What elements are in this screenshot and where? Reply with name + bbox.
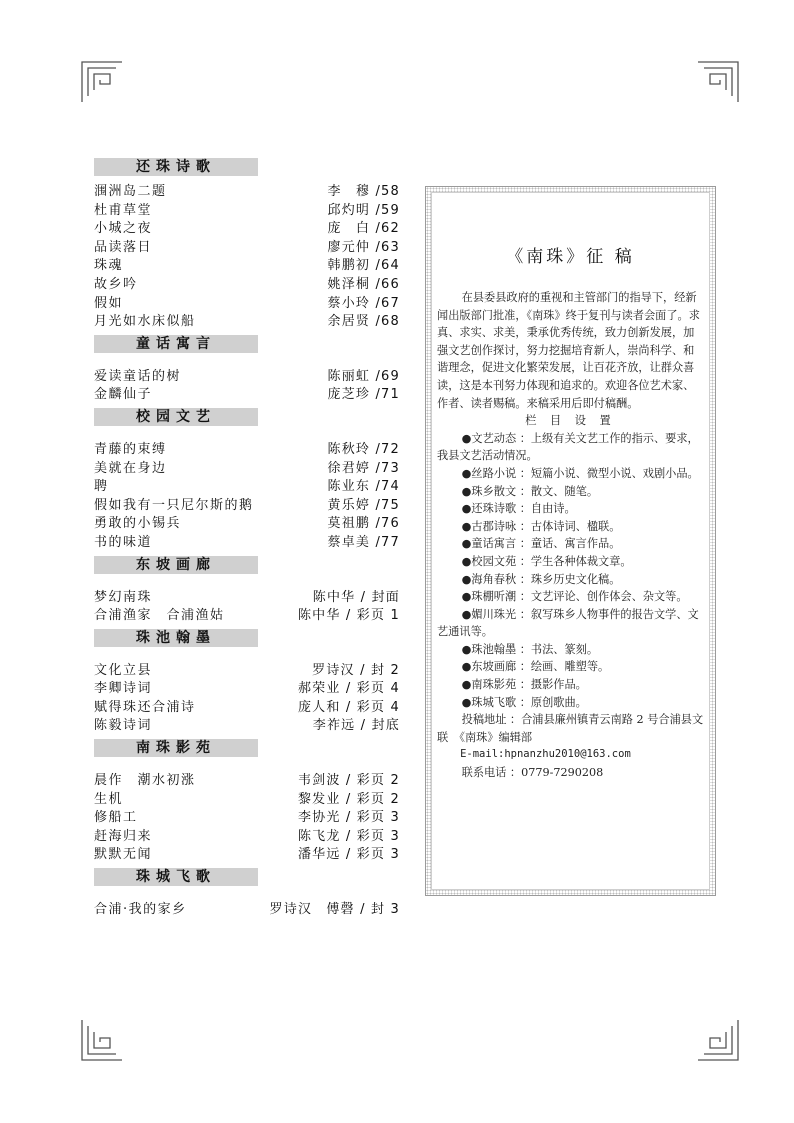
entry-title: 赋得珠还合浦诗 [94,699,196,715]
entry-author-page: 李协光 / 彩页 3 [297,810,400,826]
section-campus [94,408,400,556]
toc-entry[interactable] [94,843,400,862]
entry-author-page: 李祚远 / 封底 [312,718,400,734]
toc-entry[interactable] [94,365,400,384]
entry-title: 赶海归来 [94,828,153,844]
corner-ornament-bottom-left [80,1018,124,1062]
entry-author-page: 蔡卓美 /77 [327,534,400,550]
notice-body [437,289,704,782]
entry-author-page: 姚泽桐 /66 [327,276,400,292]
entry-title: 小城之夜 [94,221,153,237]
table-of-contents [94,158,400,923]
column-item: ● 珠城飞歌 ：原创歌曲。 [437,694,704,712]
entry-title: 月光如水床似船 [94,314,196,330]
toc-entry[interactable] [94,310,400,329]
column-item: ● 古郡诗咏 ：古体诗词、楹联。 [437,518,704,536]
toc-entry[interactable] [94,586,400,605]
entry-title: 假如我有一只尼尔斯的鹅 [94,497,254,513]
entry-title: 默默无闻 [94,847,153,863]
section-heading: 还珠诗歌 [94,158,258,176]
column-item: ● 珠乡散文 ：散文、随笔。 [437,483,704,501]
toc-entry[interactable] [94,806,400,825]
notice-title: 《南珠》征 稿 [506,247,635,267]
column-item: ● 海角春秋 ：珠乡历史文化稿。 [437,571,704,589]
toc-entry[interactable] [94,457,400,476]
toc-entry[interactable] [94,438,400,457]
entry-title: 合浦渔家 合浦渔姑 [94,608,225,624]
contact-phone: 联系电话 ：0779-7290208 [461,766,604,780]
toc-entry[interactable] [94,512,400,531]
corner-ornament-bottom-right [696,1018,740,1062]
toc-entry[interactable] [94,254,400,273]
columns-title: 栏 目 设 置 [525,414,616,428]
email-link[interactable]: E-mail:hpnanzhu2010@163.com [460,748,631,761]
entry-author-page: 庞人和 / 彩页 4 [297,699,400,715]
entry-title: 书的味道 [94,534,153,550]
toc-entry[interactable] [94,898,400,917]
toc-entry[interactable] [94,217,400,236]
column-item: ● 文艺动态 ：上级有关文艺工作的指示、要求，我县文艺活动情况。 [437,430,704,465]
column-item: ● 丝路小说 ：短篇小说、微型小说、戏剧小品。 [437,465,704,483]
entry-author-page: 李 穆 /58 [327,184,400,199]
entry-title: 文化立县 [94,662,153,678]
entry-author-page: 庞芝珍 /71 [327,387,400,403]
column-item: ● 校园文苑 ：学生各种体裁文章。 [437,553,704,571]
entry-author-page: 潘华远 / 彩页 3 [297,847,400,863]
toc-entry[interactable] [94,292,400,311]
entry-title: 勇敢的小锡兵 [94,516,182,532]
toc-entry[interactable] [94,714,400,733]
corner-ornament-top-right [696,60,740,104]
entry-title: 聘 [94,479,109,495]
entry-author-page: 陈飞龙 / 彩页 3 [297,828,400,844]
column-item: ● 东坡画廊 ：绘画、雕塑等。 [437,658,704,676]
toc-entry[interactable] [94,494,400,513]
toc-entry[interactable] [94,180,400,199]
entry-title: 生机 [94,791,124,807]
toc-entry[interactable] [94,236,400,255]
entry-author-page: 陈秋玲 /72 [327,441,400,457]
column-item: ● 南珠影苑 ：摄影作品。 [437,676,704,694]
entry-author-page: 黄乐婷 /75 [327,497,400,513]
entry-title: 珠魂 [94,258,124,274]
entry-title: 故乡吟 [94,276,138,292]
entry-title: 李卿诗词 [94,681,153,697]
entry-author-page: 陈丽虹 /69 [327,368,400,384]
section-photography [94,739,400,868]
entry-title: 假如 [94,295,124,311]
entry-author-page: 余居贤 /68 [327,314,400,330]
entry-author-page: 罗诗汉 傅磬 / 封 3 [269,902,400,918]
entry-title: 金麟仙子 [94,387,153,403]
entry-title: 爱读童话的树 [94,368,182,384]
toc-entry[interactable] [94,677,400,696]
toc-entry[interactable] [94,696,400,715]
entry-author-page: 陈中华 / 彩页 1 [297,608,400,624]
entry-title: 美就在身边 [94,460,167,476]
entry-title: 品读落日 [94,239,153,255]
section-heading: 南珠影苑 [94,739,258,757]
entry-author-page: 罗诗汉 / 封 2 [312,662,400,678]
section-calligraphy [94,629,400,739]
entry-author-page: 廖元仲 /63 [327,239,400,255]
entry-author-page: 郝荣业 / 彩页 4 [297,681,400,697]
notice-panel [431,192,710,890]
entry-author-page: 陈中华 / 封面 [312,589,400,605]
toc-entry[interactable] [94,659,400,678]
notice-intro: 在县委县政府的重视和主管部门的指导下，经新闻出版部门批准，《南珠》终于复刊与读者会面了。求真、求实、求美，秉承优秀传统，致力创新发展，加强文艺创作探讨，努力挖掘培育新人，崇尚科学、和谐理念，促进文化繁荣发展，让百花齐放，让群众喜读，这是本刊努力体现和追求的。欢迎各位艺术家、作者、读者赐稿。来稿采用后即付稿酬。 [437,291,700,410]
toc-entry[interactable] [94,199,400,218]
section-heading: 珠城飞歌 [94,868,258,886]
corner-ornament-top-left [80,60,124,104]
entry-title: 涠洲岛二题 [94,184,167,199]
entry-title: 陈毅诗词 [94,718,153,734]
call-for-submissions-box [425,186,716,896]
entry-author-page: 韦剑波 / 彩页 2 [297,773,400,789]
section-heading: 童话寓言 [94,335,258,353]
column-item: ● 珠池翰墨 ：书法、篆刻。 [437,641,704,659]
section-heading: 珠池翰墨 [94,629,258,647]
section-heading: 校园文艺 [94,408,258,426]
toc-entry[interactable] [94,769,400,788]
entry-title: 修船工 [94,810,138,826]
section-songs [94,868,400,923]
toc-entry[interactable] [94,531,400,550]
toc-entry[interactable] [94,383,400,402]
entry-title: 杜甫草堂 [94,202,153,218]
section-gallery [94,556,400,629]
column-item: ● 童话寓言 ：童话、寓言作品。 [437,535,704,553]
toc-entry[interactable] [94,825,400,844]
entry-title: 晨作 潮水初涨 [94,773,196,789]
entry-author-page: 黎发业 / 彩页 2 [297,791,400,807]
column-item: ● 还珠诗歌 ：自由诗。 [437,500,704,518]
section-poetry [94,158,400,335]
entry-author-page: 韩鹏初 /64 [327,258,400,274]
toc-entry[interactable] [94,788,400,807]
entry-title: 梦幻南珠 [94,589,153,605]
entry-author-page: 徐君婷 /73 [327,460,400,476]
entry-author-page: 陈业东 /74 [327,479,400,495]
toc-entry[interactable] [94,475,400,494]
entry-author-page: 莫祖鹏 /76 [327,516,400,532]
toc-entry[interactable] [94,273,400,292]
section-heading: 东坡画廊 [94,556,258,574]
toc-entry[interactable] [94,604,400,623]
column-item: ● 媚川珠光 ：叙写珠乡人物事件的报告文学、文艺通讯等。 [437,606,704,641]
section-fairy-tales [94,335,400,408]
entry-title: 青藤的束缚 [94,441,167,457]
entry-title: 合浦·我的家乡 [94,902,187,918]
column-item: ● 珠棚听潮 ：文艺评论、创作体会、杂文等。 [437,588,704,606]
entry-author-page: 邱灼明 /59 [327,202,400,218]
entry-author-page: 蔡小玲 /67 [327,295,400,311]
entry-author-page: 庞 白 /62 [327,221,400,237]
submission-address: 投稿地址 ：合浦县廉州镇青云南路 2 号合浦县文联 《南珠》编辑部 [437,713,704,744]
